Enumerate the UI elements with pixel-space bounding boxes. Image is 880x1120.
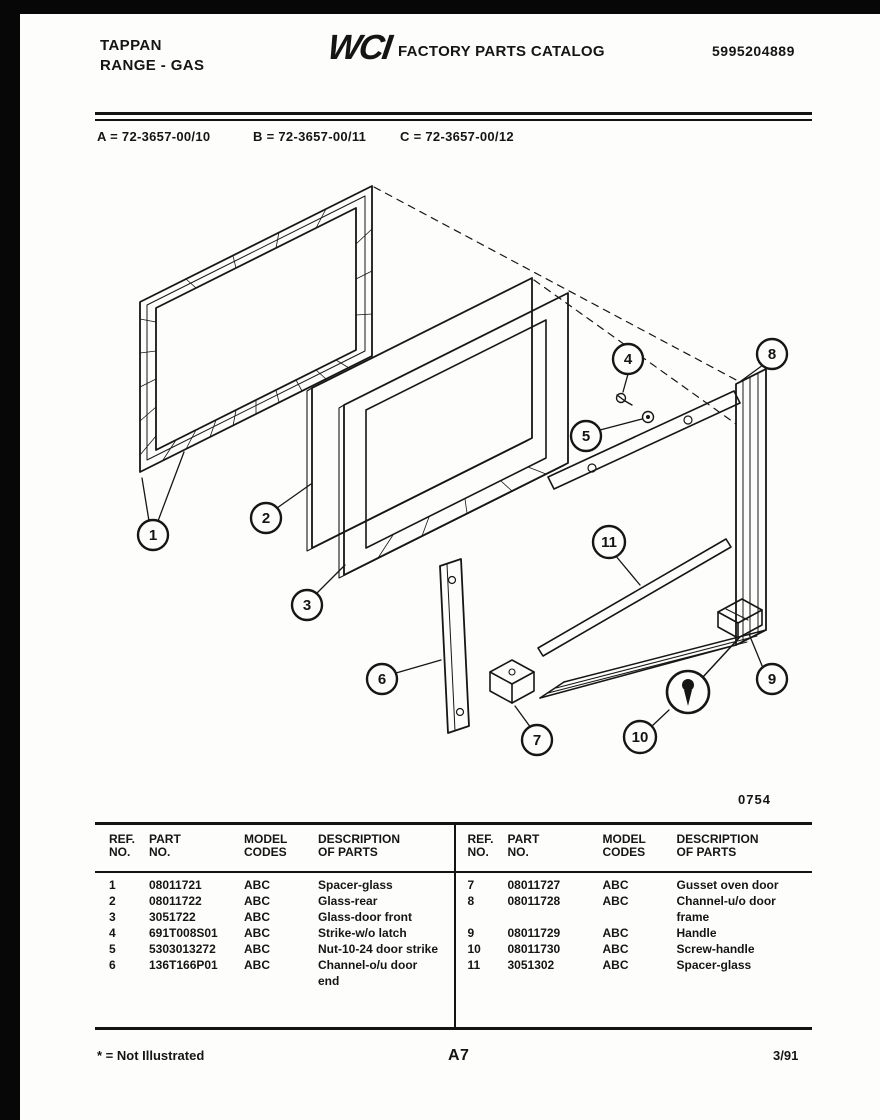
table-row: 9 08011729 ABC Handle <box>467 926 717 940</box>
table-row: 8 08011728 ABC Channel-u/o door frame <box>467 894 776 924</box>
callout-label: 8 <box>767 346 777 363</box>
model-code-a: A = 72-3657-00/10 <box>97 129 211 144</box>
part-spacer-glass-strip <box>538 539 731 656</box>
part-strike-screw <box>617 394 633 406</box>
col-header-model: MODEL CODES <box>244 832 288 859</box>
footer-note: * = Not Illustrated <box>97 1048 205 1063</box>
table-row: 2 08011722 ABC Glass-rear <box>109 894 378 908</box>
glass-frame-hatching <box>378 467 546 558</box>
callout-label: 2 <box>261 510 271 527</box>
model-code-b: B = 72-3657-00/11 <box>253 129 367 144</box>
part-glass-door-front <box>339 293 568 578</box>
model-code-c: C = 72-3657-00/12 <box>400 129 514 144</box>
table-header-rule <box>95 871 812 873</box>
page-code: A7 <box>448 1047 470 1064</box>
column-headers-right <box>468 833 805 859</box>
part-screw-handle <box>667 638 739 713</box>
brand-line-2: RANGE - GAS <box>100 57 205 74</box>
callout-label: 3 <box>302 597 312 614</box>
projection-lines <box>374 187 740 424</box>
wci-logo: WCI <box>325 28 393 67</box>
callout-label: 5 <box>581 428 591 445</box>
table-row: 6 136T166P01 ABC Channel-o/u door end <box>109 958 418 988</box>
table-row: 10 08011730 ABC Screw-handle <box>467 942 755 956</box>
callout-label: 10 <box>631 729 649 746</box>
figure-code: 0754 <box>738 792 771 807</box>
table-row: 11 3051302 ABC Spacer-glass <box>467 958 752 972</box>
part-door-strike-nut <box>643 412 654 423</box>
publication-number: 5995204889 <box>712 43 795 59</box>
callout-label: 9 <box>767 671 777 688</box>
catalog-title: FACTORY PARTS CATALOG <box>398 43 605 60</box>
col-header-ref: REF. NO. <box>109 832 136 859</box>
date-code: 3/91 <box>773 1048 799 1063</box>
part-spacer-glass-frame <box>140 186 372 472</box>
part-channel-door-end <box>440 559 469 733</box>
callout-label: 7 <box>532 732 542 749</box>
table-divider <box>454 825 456 1027</box>
table-row: 1 08011721 ABC Spacer-glass <box>109 878 393 892</box>
table-row: 5 5303013272 ABC Nut-10-24 door strike <box>109 942 439 956</box>
callout-label: 11 <box>601 534 617 551</box>
frame-hatching <box>140 209 372 460</box>
callout-label: 1 <box>148 527 158 544</box>
brand-line-1: TAPPAN <box>100 37 162 54</box>
column-headers-left <box>109 833 446 859</box>
col-header-model: MODEL CODES <box>602 832 646 859</box>
col-header-ref: REF. NO. <box>467 832 494 859</box>
part-gusset-oven-door <box>490 660 534 703</box>
table-row: 4 691T008S01 ABC Strike-w/o latch <box>109 926 407 940</box>
table-row: 7 08011727 ABC Gusset oven door <box>467 878 779 892</box>
parts-table <box>95 822 812 1030</box>
table-rows-right <box>468 877 805 973</box>
callout-label: 6 <box>377 671 387 688</box>
col-header-desc: DESCRIPTION OF PARTS <box>676 832 759 859</box>
part-glass-rear <box>307 278 532 551</box>
callout-label: 4 <box>623 351 633 368</box>
col-header-desc: DESCRIPTION OF PARTS <box>318 832 401 859</box>
table-rows-left <box>109 877 446 989</box>
table-row: 3 3051722 ABC Glass-door front <box>109 910 413 924</box>
col-header-part: PART NO. <box>507 832 540 859</box>
parts-table-right <box>454 825 813 1027</box>
col-header-part: PART NO. <box>149 832 181 859</box>
parts-table-left <box>95 825 454 1027</box>
